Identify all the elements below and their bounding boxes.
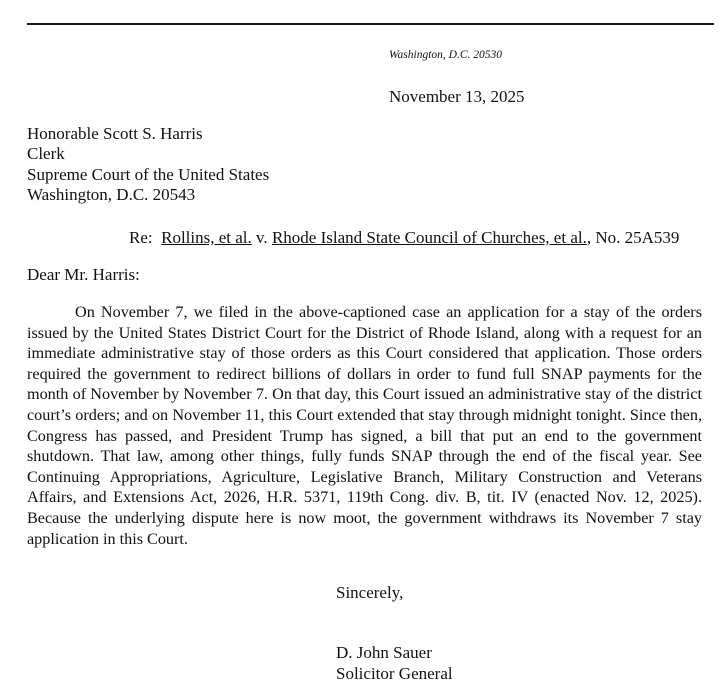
letterhead-city: Washington, D.C. 20530 — [389, 49, 502, 61]
salutation: Dear Mr. Harris: — [27, 265, 140, 284]
addressee-title: Clerk — [27, 144, 65, 164]
letterhead-rule — [27, 23, 714, 25]
re-party2: Rhode Island State Council of Churches, et al. — [271, 228, 587, 247]
addressee-organization: Supreme Court of the United States — [27, 164, 270, 184]
addressee-block — [27, 124, 269, 206]
signature-block — [336, 643, 453, 684]
body-paragraph: On November 7, we filed in the above-captioned case an application for a stay of the orders issued by the United States District Court for the District of Rhode Island, along with a request for an immediate administrative stay of those orders as this Court considered that application. Those orders required the government to redirect billions of dollars in order to fund full SNAP payments for the month of November by November 7. On that day, this Court issued an administrative stay of the district court’s orders; and on November 11, this Court extended that stay through midnight tonight. Since then, Congress has passed, and President Trump has signed, a bill that put an end to the government shutdown. That law, among other things, fully funds SNAP through the end of the fiscal year. See Continuing Appropriations, Agriculture, Legislative Branch, Military Construction and Veterans Affairs, and Extensions Act, 2026, H.R. 5371, 119th Cong. div. B, tit. IV (enacted Nov. 12, 2025). Because the underlying dispute here is now moot, the government withdraws its November 7 stay application in this Court. — [27, 303, 702, 548]
re-versus: v. — [256, 228, 268, 247]
addressee-city: Washington, D.C. 20543 — [27, 185, 196, 205]
re-prefix: Re: — [129, 228, 153, 247]
signer-name: D. John Sauer — [336, 643, 432, 662]
signer-title: Solicitor General — [336, 663, 453, 683]
addressee-name: Honorable Scott S. Harris — [27, 124, 203, 143]
re-docket: , No. 25A539 — [586, 228, 680, 247]
letter-date: November 13, 2025 — [389, 87, 525, 106]
closing: Sincerely, — [336, 583, 404, 602]
re-party1: Rollins, et al. — [161, 228, 252, 247]
re-line — [129, 227, 679, 248]
